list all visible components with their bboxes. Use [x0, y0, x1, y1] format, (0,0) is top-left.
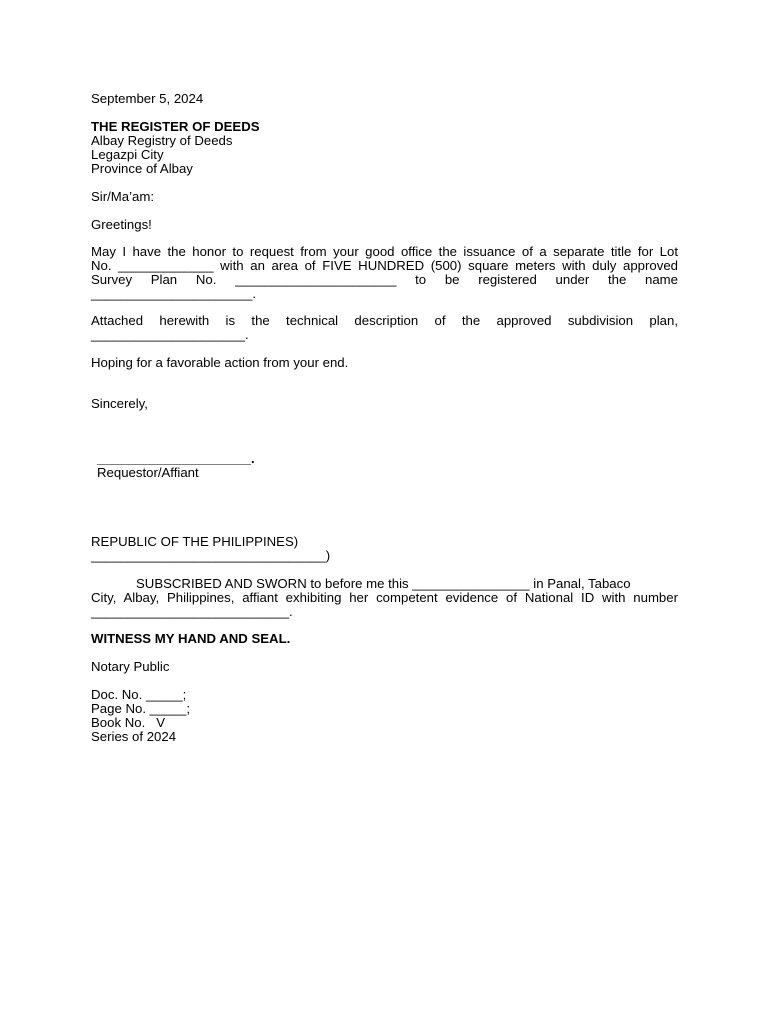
docket-page-no: Page No. _____; — [91, 701, 190, 716]
addressee-title: THE REGISTER OF DEEDS — [91, 119, 260, 134]
docket-series: Series of 2024 — [91, 729, 177, 744]
signature-line: _____________________. — [97, 451, 255, 466]
jurat-republic: REPUBLIC OF THE PHILIPPINES) — [91, 534, 299, 549]
sworn-line-2: City, Albay, Philippines, affiant exhibiting her competent evidence of National ID with number — [91, 590, 678, 605]
salutation: Sir/Ma’am: — [91, 189, 155, 204]
addressee-line-1: Albay Registry of Deeds — [91, 133, 233, 148]
attached-line-2: _____________________. — [91, 327, 249, 342]
request-line-3: Survey Plan No. ______________________ to be registered under the name — [91, 272, 678, 287]
jurat-venue-line: ________________________________) — [91, 548, 331, 563]
addressee-line-3: Province of Albay — [91, 161, 193, 176]
signature-label: Requestor/Affiant — [97, 465, 199, 480]
attached-line-1: Attached herewith is the technical description of the approved subdivision plan, — [91, 313, 678, 328]
addressee-line-2: Legazpi City — [91, 147, 164, 162]
request-line-2: No. _____________ with an area of FIVE HUNDRED (500) square meters with duly approved — [91, 258, 678, 273]
request-line-1: May I have the honor to request from your good office the issuance of a separate title for Lot — [91, 244, 678, 259]
closing: Sincerely, — [91, 396, 148, 411]
letter-date: September 5, 2024 — [91, 91, 204, 106]
sworn-line-3: ___________________________. — [91, 604, 293, 619]
docket-doc-no: Doc. No. _____; — [91, 687, 187, 702]
hoping-line: Hoping for a favorable action from your end. — [91, 355, 349, 370]
notary-public: Notary Public — [91, 659, 170, 674]
witness-line: WITNESS MY HAND AND SEAL. — [91, 631, 291, 646]
sworn-line-1: SUBSCRIBED AND SWORN to before me this ________________ in Panal, Tabaco — [136, 576, 631, 591]
docket-book-no: Book No. V — [91, 715, 166, 730]
request-line-4: ______________________. — [91, 286, 257, 301]
greeting: Greetings! — [91, 217, 152, 232]
